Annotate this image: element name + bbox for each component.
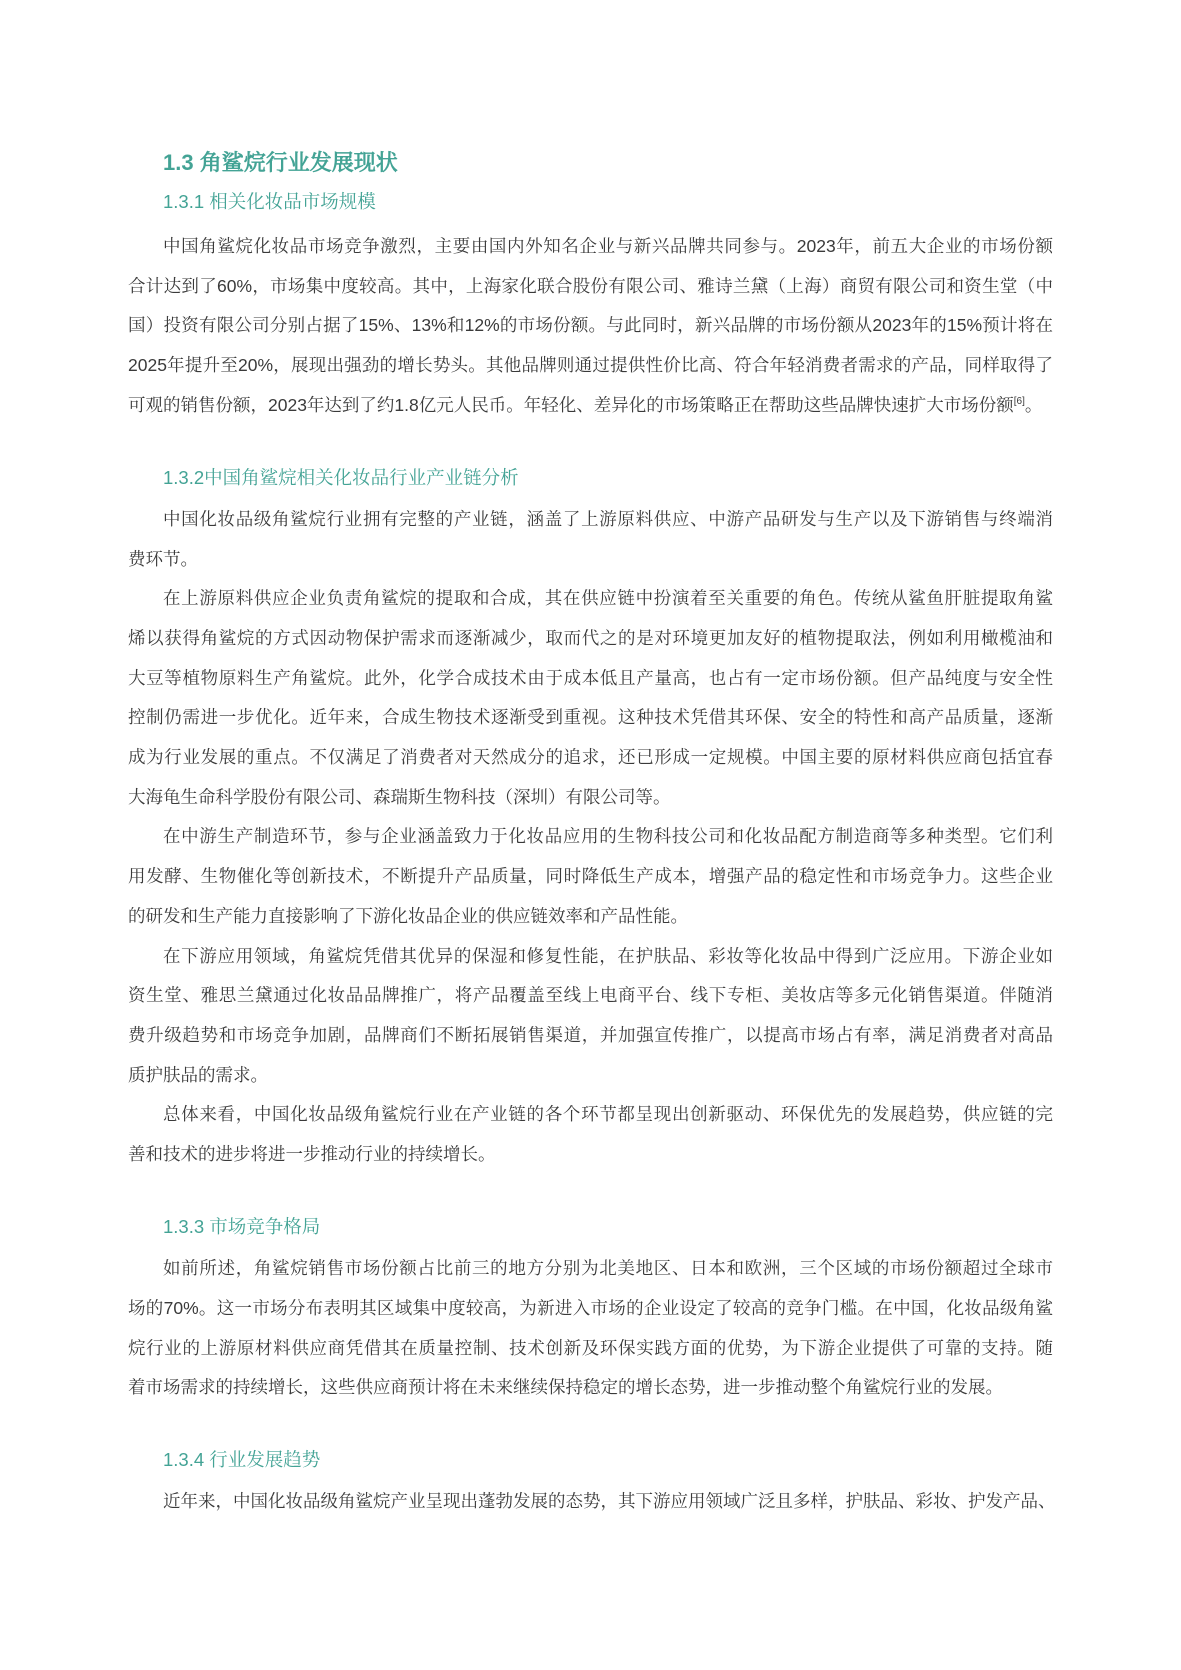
subsection-heading-industry-chain: 1.3.2中国角鲨烷相关化妆品行业产业链分析	[163, 466, 519, 488]
text-line: 的研发和生产能力直接影响了下游化妆品企业的供应链效率和产品性能。	[128, 905, 688, 926]
text-line: 质护肤品的需求。	[128, 1064, 268, 1085]
text-line: 大海龟生命科学股份有限公司、森瑞斯生物科技（深圳）有限公司等。	[128, 786, 671, 807]
text-line: 烯以获得角鲨烷的方式因动物保护需求而逐渐减少，取而代之的是对环境更加友好的植物提取法，例如利用橄榄油和	[128, 628, 1053, 648]
text-line: 如前所述，角鲨烷销售市场份额占比前三的地方分别为北美地区、日本和欧洲，三个区域的市场份额超过全球市	[163, 1258, 1053, 1279]
paragraph	[128, 937, 1053, 1096]
citation-reference: [6]	[1013, 395, 1025, 407]
text-line-body: 可观的销售份额，2023年达到了约1.8亿元人民币。年轻化、差异化的市场策略正在帮助这些品牌快速扩大市场份额	[128, 394, 1014, 415]
paragraph	[128, 1249, 1053, 1408]
paragraph	[128, 579, 1053, 817]
paragraph	[128, 817, 1053, 936]
text-line: 善和技术的进步将进一步推动行业的持续增长。	[128, 1143, 496, 1164]
document-page	[128, 148, 1056, 1522]
text-line: 用发酵、生物催化等创新技术，不断提升产品质量，同时降低生产成本，增强产品的稳定性和市场竞争力。这些企业	[128, 866, 1053, 887]
text-line: 费升级趋势和市场竞争加剧，品牌商们不断拓展销售渠道，并加强宣传推广，以提高市场占有率，满足消费者对高品	[128, 1024, 1053, 1045]
subsection-heading-market-size: 1.3.1 相关化妆品市场规模	[163, 191, 376, 212]
text-line: 资生堂、雅思兰黛通过化妆品品牌推广，将产品覆盖至线上电商平台、线下专柜、美妆店等多元化销售渠道。伴随消	[128, 985, 1053, 1006]
section-heading: 1.3 角鲨烷行业发展现状	[163, 150, 398, 175]
text-line: 总体来看，中国化妆品级角鲨烷行业在产业链的各个环节都呈现出创新驱动、环保优先的发展趋势，供应链的完	[163, 1104, 1053, 1125]
text-line: 大豆等植物原料生产角鲨烷。此外，化学合成技术由于成本低且产量高，也占有一定市场份额。但产品纯度与安全性	[128, 667, 1053, 688]
text-line: 合计达到了60%，市场集中度较高。其中，上海家化联合股份有限公司、雅诗兰黛（上海）商贸有限公司和资生堂（中	[128, 275, 1053, 296]
paragraph	[128, 227, 1053, 425]
text-line	[128, 386, 1053, 426]
text-line: 控制仍需进一步优化。近年来，合成生物技术逐渐受到重视。这种技术凭借其环保、安全的特性和高产品质量，逐渐	[128, 707, 1053, 728]
paragraph	[128, 1095, 1053, 1174]
text-line: 2025年提升至20%，展现出强劲的增长势头。其他品牌则通过提供性价比高、符合年轻消费者需求的产品，同样取得了	[128, 355, 1053, 376]
text-line: 成为行业发展的重点。不仅满足了消费者对天然成分的追求，还已形成一定规模。中国主要的原材料供应商包括宜春	[128, 747, 1053, 768]
text-line-tail: 。	[1024, 394, 1043, 415]
text-line: 在下游应用领域，角鲨烷凭借其优异的保湿和修复性能，在护肤品、彩妆等化妆品中得到广泛应用。下游企业如	[163, 945, 1053, 966]
text-line: 中国化妆品级角鲨烷行业拥有完整的产业链，涵盖了上游原料供应、中游产品研发与生产以及下游销售与终端消	[163, 508, 1053, 529]
paragraph	[128, 500, 1053, 579]
text-line: 着市场需求的持续增长，这些供应商预计将在未来继续保持稳定的增长态势，进一步推动整个角鲨烷行业的发展。	[128, 1377, 1003, 1398]
text-line: 在中游生产制造环节，参与企业涵盖致力于化妆品应用的生物科技公司和化妆品配方制造商等多种类型。它们利	[163, 826, 1053, 847]
text-line: 场的70%。这一市场分布表明其区域集中度较高，为新进入市场的企业设定了较高的竞争门槛。在中国，化妆品级角鲨	[128, 1297, 1053, 1318]
text-line: 近年来，中国化妆品级角鲨烷产业呈现出蓬勃发展的态势，其下游应用领域广泛且多样，护肤品、彩妆、护发产品、	[163, 1491, 1056, 1512]
subsection-heading-competition: 1.3.3 市场竞争格局	[163, 1216, 321, 1238]
text-line: 费环节。	[128, 548, 198, 569]
text-line: 国）投资有限公司分别占据了15%、13%和12%的市场份额。与此同时，新兴品牌的市场份额从2023年的15%预计将在	[128, 315, 1053, 336]
paragraph	[128, 1482, 1056, 1522]
text-line: 烷行业的上游原材料供应商凭借其在质量控制、技术创新及环保实践方面的优势，为下游企业提供了可靠的支持。随	[128, 1337, 1053, 1358]
subsection-heading-trends: 1.3.4 行业发展趋势	[163, 1449, 321, 1471]
text-line: 中国角鲨烷化妆品市场竞争激烈，主要由国内外知名企业与新兴品牌共同参与。2023年，前五大企业的市场份额	[163, 236, 1053, 256]
text-line: 在上游原料供应企业负责角鲨烷的提取和合成，其在供应链中扮演着至关重要的角色。传统从鲨鱼肝脏提取角鲨	[163, 588, 1053, 609]
